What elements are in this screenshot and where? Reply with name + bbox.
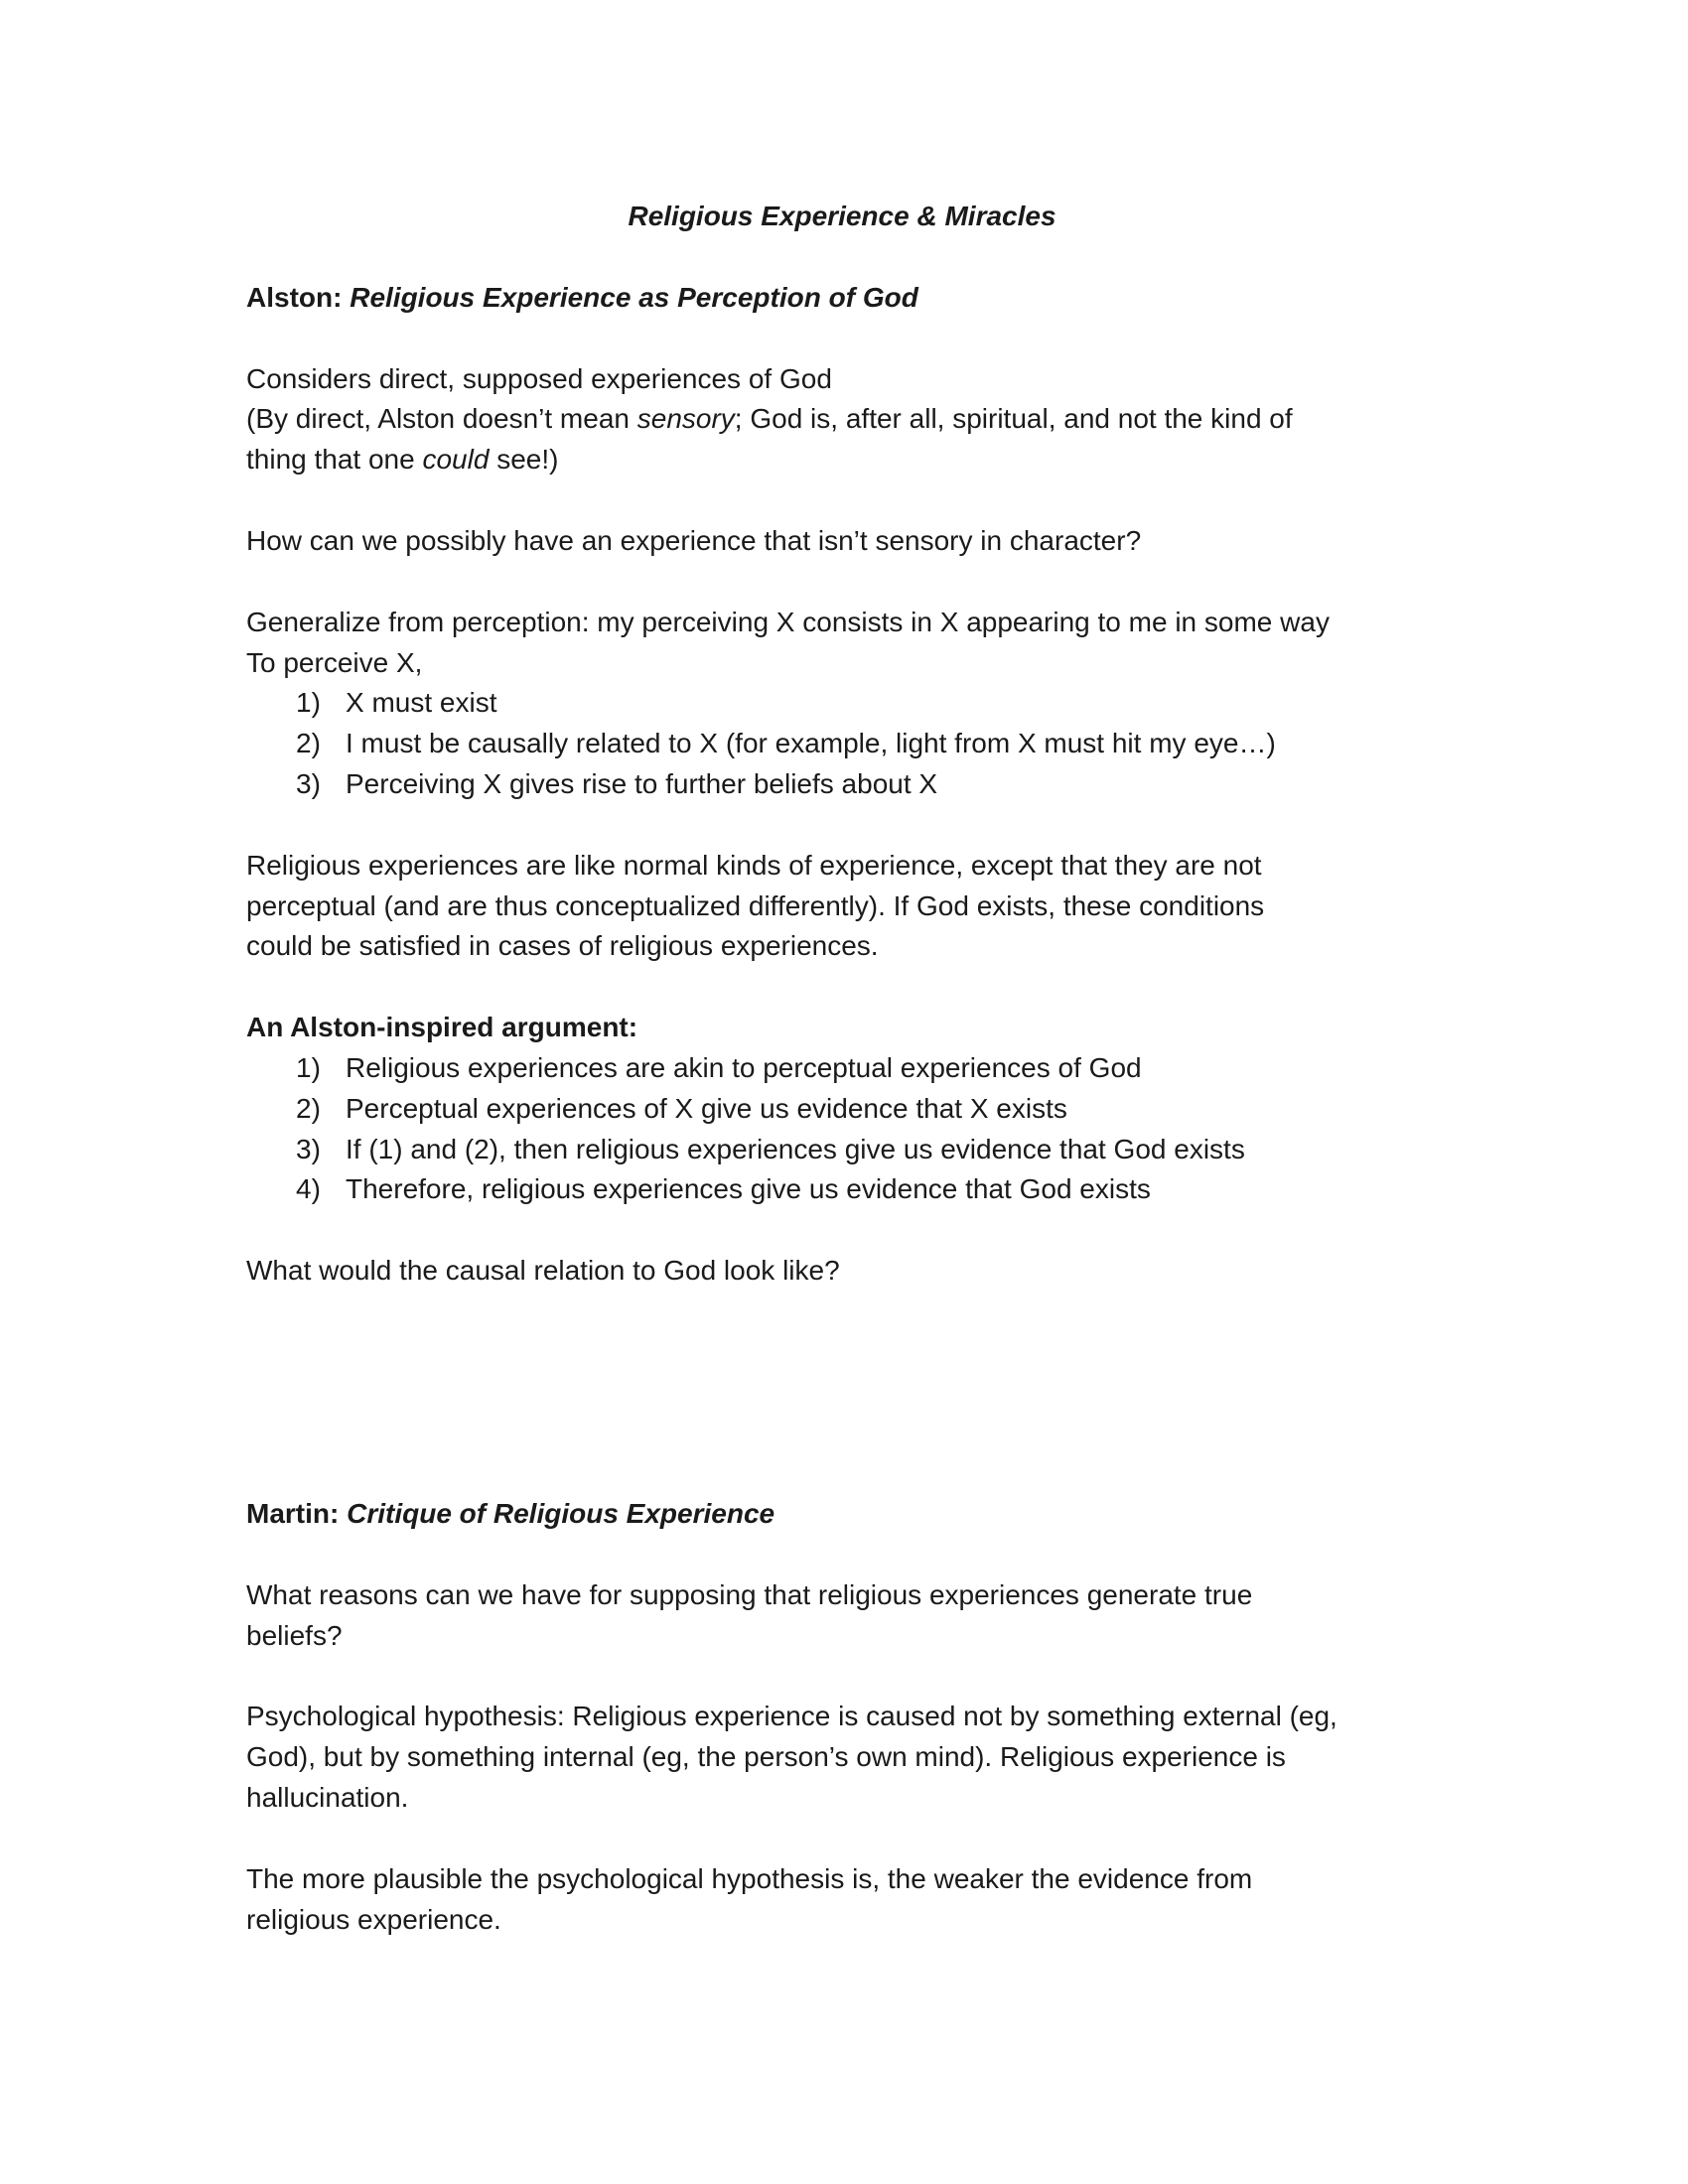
list-number: 1)	[296, 1051, 321, 1083]
list-number: 2)	[296, 728, 321, 759]
list-text: Religious experiences are akin to perceptual experiences of God	[346, 1051, 1142, 1083]
text-line: perceptual (and are thus conceptualized differently). If God exists, these conditions	[246, 889, 1265, 921]
text-line: hallucination.	[246, 1781, 409, 1813]
list-item	[246, 1089, 1438, 1130]
list-text: Perceiving X gives rise to further beliefs about X	[346, 767, 938, 799]
list-text: Therefore, religious experiences give us evidence that God exists	[346, 1173, 1151, 1205]
text-line: could be satisfied in cases of religious experiences.	[246, 930, 879, 962]
list-item	[246, 764, 1438, 805]
argument-heading: An Alston-inspired argument:	[246, 1012, 638, 1043]
list-text: X must exist	[346, 687, 497, 719]
list-number: 3)	[296, 767, 321, 799]
text-line: What reasons can we have for supposing that religious experiences generate true	[246, 1578, 1253, 1610]
text-line: God), but by something internal (eg, the person’s own mind). Religious experience is	[246, 1741, 1286, 1773]
text-line: The more plausible the psychological hypothesis is, the weaker the evidence from	[246, 1862, 1253, 1894]
text-line: Psychological hypothesis: Religious experience is caused not by something external (eg,	[246, 1701, 1337, 1732]
text-line: To perceive X,	[246, 646, 423, 678]
list-number: 3)	[296, 1133, 321, 1164]
heading-work-title: Religious Experience as Perception of God	[350, 281, 918, 313]
text-line: Religious experiences are like normal kinds of experience, except that they are not	[246, 849, 1262, 881]
section-heading-alston	[246, 278, 1438, 319]
document-title: Religious Experience & Miracles	[628, 201, 1056, 231]
list-item	[246, 1130, 1438, 1170]
text-line: Considers direct, supposed experiences of God	[246, 362, 832, 394]
text-span: (By direct, Alston doesn’t mean	[246, 403, 637, 435]
text-span: thing that one	[246, 444, 423, 476]
list-text: If (1) and (2), then religious experiences give us evidence that God exists	[346, 1133, 1245, 1164]
list-number: 1)	[296, 687, 321, 719]
paragraph-plausibility	[246, 1859, 1438, 1941]
text-span: ; God is, after all, spiritual, and not the kind of	[734, 403, 1293, 435]
list-text: Perceptual experiences of X give us evidence that X exists	[346, 1092, 1067, 1124]
emphasis-text: sensory	[636, 403, 735, 435]
paragraph-causal-question: What would the causal relation to God look like?	[246, 1255, 840, 1287]
text-line: Generalize from perception: my perceiving X consists in X appearing to me in some way	[246, 606, 1330, 637]
heading-author: Alston:	[246, 281, 351, 313]
paragraph-religious-experiences	[246, 846, 1438, 967]
document-page	[246, 197, 1438, 1980]
paragraph-reasons	[246, 1575, 1438, 1657]
text-line: beliefs?	[246, 1619, 343, 1651]
paragraph-direct-experience	[246, 359, 1438, 480]
argument-list	[246, 1048, 1438, 1210]
emphasis-text: could	[422, 444, 490, 476]
list-item	[246, 1169, 1438, 1210]
section-heading-martin	[246, 1494, 1438, 1535]
text-line	[246, 399, 1438, 440]
list-text: I must be causally related to X (for example, light from X must hit my eye…)	[346, 728, 1276, 759]
list-item	[246, 724, 1438, 764]
text-line: religious experience.	[246, 1903, 501, 1935]
section-spacer	[246, 1332, 1438, 1494]
list-number: 2)	[296, 1092, 321, 1124]
text-span: see!)	[489, 444, 559, 476]
list-item	[246, 683, 1438, 724]
list-item	[246, 1048, 1438, 1089]
list-number: 4)	[296, 1173, 321, 1205]
heading-work-title: Critique of Religious Experience	[347, 1497, 775, 1529]
paragraph-question: How can we possibly have an experience that isn’t sensory in character?	[246, 524, 1142, 556]
heading-author: Martin:	[246, 1497, 348, 1529]
paragraph-generalize	[246, 603, 1438, 684]
text-line	[246, 440, 1438, 480]
conditions-list	[246, 683, 1438, 804]
paragraph-psychological-hypothesis	[246, 1697, 1438, 1818]
